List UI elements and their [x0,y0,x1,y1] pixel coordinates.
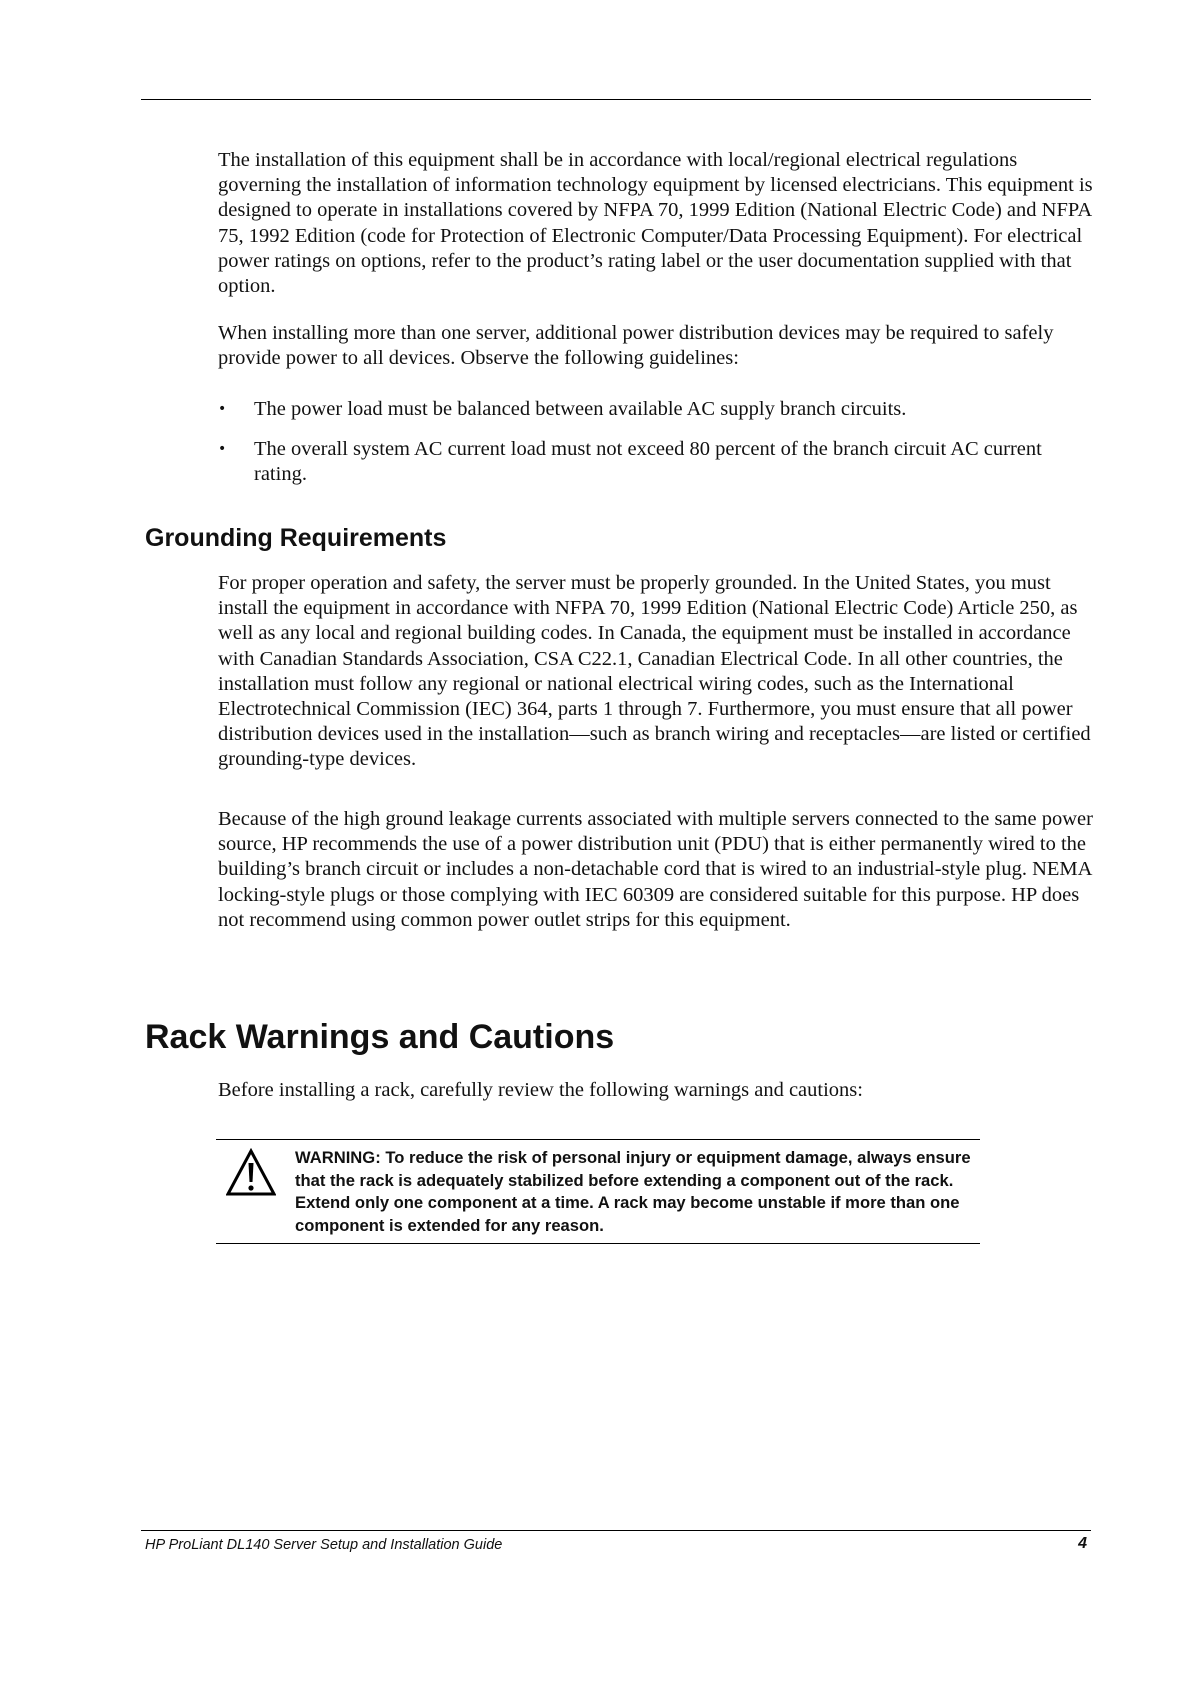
footer-document-title: HP ProLiant DL140 Server Setup and Installation Guide [145,1537,503,1553]
list-item-text: The overall system AC current load must not exceed 80 percent of the branch circuit AC current rating. [254,438,1042,486]
header-rule [141,99,1091,100]
warning-text: WARNING: To reduce the risk of personal injury or equipment damage, always ensure that the rack is adequately stabilized before extending a component out of the rack. Extend only one component at a time. A rack may become unstable if more than one component is extended for any reason. [295,1148,971,1235]
section-heading-grounding: Grounding Requirements [145,524,447,552]
footer-rule [141,1530,1091,1531]
list-item-text: The power load must be balanced between available AC supply branch circuits. [254,398,907,420]
paragraph-installation: The installation of this equipment shall be in accordance with local/regional electrical regulations governing the installation of information technology equipment by licensed electricians. This equipment is designed to operate in installations covered by NFPA 70, 1999 Edition (National Electric Code) and NFPA 75, 1992 Edition (code for Protection of Electronic Computer/Data Processing Equipment). For electrical power ratings on options, refer to the product’s rating label or the user documentation supplied with that option. [218,149,1093,298]
paragraph-grounding-1: For proper operation and safety, the server must be properly grounded. In the United States, you must install the equipment in accordance with NFPA 70, 1999 Edition (National Electric Code) Article 250, as well as any local and regional building codes. In Canada, the equipment must be installed in accordance with Canadian Standards Association, CSA C22.1, Canadian Electrical Code. In all other countries, the installation must follow any regional or national electrical wiring codes, such as the International Electrotechnical Commission (IEC) 364, parts 1 through 7. Furthermore, you must ensure that all power distribution devices used in the installation—such as branch wiring and receptacles—are listed or certified grounding-type devices. [218,572,1091,771]
paragraph-rack-intro: Before installing a rack, carefully review the following warnings and cautions: [218,1079,863,1101]
paragraph-grounding-2: Because of the high ground leakage currents associated with multiple servers connected to the same power source, HP recommends the use of a power distribution unit (PDU) that is either permanently wired to the building’s branch circuit or includes a non-detachable cord that is wired to an industrial-style plug. NEMA locking-style plugs or those complying with IEC 60309 are considered suitable for this purpose. HP does not recommend using common power outlet strips for this equipment. [218,808,1093,931]
list-item [218,397,1098,422]
bullet-symbol: • [218,401,227,417]
paragraph-multiple-servers: When installing more than one server, additional power distribution devices may be required to safely provide power to all devices. Observe the following guidelines: [218,322,1054,370]
page-number: 4 [1078,1535,1087,1552]
bullet-symbol: • [218,441,227,457]
section-heading-rack: Rack Warnings and Cautions [145,1018,615,1056]
warning-triangle-icon [226,1148,276,1202]
list-item [218,437,1098,487]
warning-callout [216,1139,980,1244]
